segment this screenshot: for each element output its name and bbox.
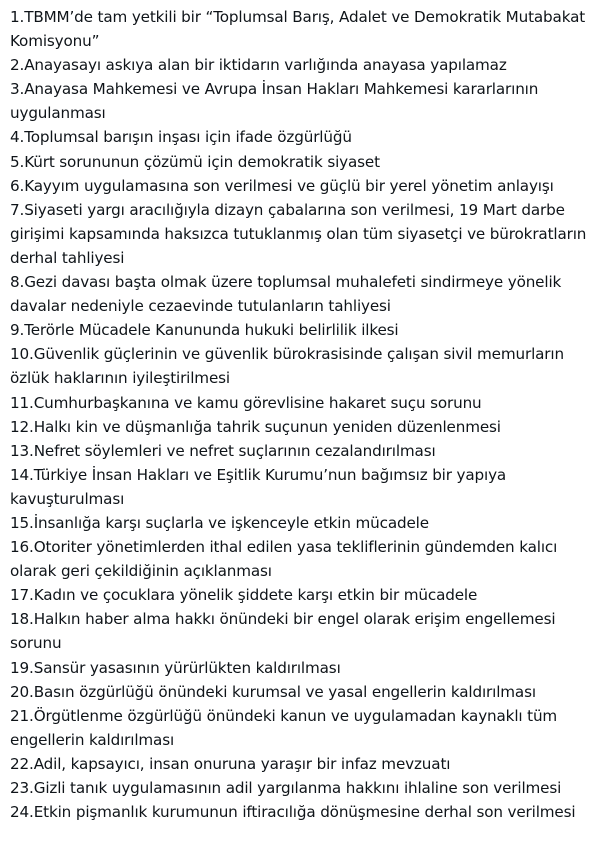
- list-item: 3.Anayasa Mahkemesi ve Avrupa İnsan Hakları Mahkemesi kararlarının uygulanması: [10, 80, 539, 123]
- list-item: 6.Kayyım uygulamasına son verilmesi ve güçlü bir yerel yönetim anlayışı: [10, 176, 554, 195]
- list-item: 15.İnsanlığa karşı suçlarla ve işkenceyle etkin mücadele: [10, 513, 429, 532]
- list-item: 2.Anayasayı askıya alan bir iktidarın varlığında anayasa yapılamaz: [10, 56, 507, 75]
- list-item: 16.Otoriter yönetimlerden ithal edilen yasa tekliflerinin gündemden kalıcı olarak geri çekildiğinin açıklanması: [10, 538, 558, 581]
- numbered-list: [10, 5, 588, 824]
- list-item: 9.Terörle Mücadele Kanununda hukuki belirlilik ilkesi: [10, 321, 399, 340]
- list-item: 22.Adil, kapsayıcı, insan onuruna yaraşır bir infaz mevzuatı: [10, 754, 451, 773]
- list-item: 8.Gezi davası başta olmak üzere toplumsal muhalefeti sindirmeye yönelik davalar nedeniyle cezaevinde tutulanların tahliyesi: [10, 273, 562, 316]
- list-item: 20.Basın özgürlüğü önündeki kurumsal ve yasal engellerin kaldırılması: [10, 682, 536, 701]
- list-item: 1.TBMM’de tam yetkili bir “Toplumsal Barış, Adalet ve Demokratik Mutabakat Komisyonu”: [10, 8, 586, 51]
- list-item: 13.Nefret söylemleri ve nefret suçlarının cezalandırılması: [10, 441, 436, 460]
- list-item: 24.Etkin pişmanlık kurumunun iftiracılığa dönüşmesine derhal son verilmesi: [10, 803, 576, 822]
- list-item: 12.Halkı kin ve düşmanlığa tahrik suçunun yeniden düzenlenmesi: [10, 417, 501, 436]
- list-item: 10.Güvenlik güçlerinin ve güvenlik bürokrasisinde çalışan sivil memurların özlük haklarının iyileştirilmesi: [10, 345, 564, 388]
- list-item: 11.Cumhurbaşkanına ve kamu görevlisine hakaret suçu sorunu: [10, 393, 482, 412]
- list-item: 14.Türkiye İnsan Hakları ve Eşitlik Kurumu’nun bağımsız bir yapıya kavuşturulması: [10, 465, 507, 508]
- list-item: 21.Örgütlenme özgürlüğü önündeki kanun ve uygulamadan kaynaklı tüm engellerin kaldırılması: [10, 706, 558, 749]
- list-item: 7.Siyaseti yargı aracılığıyla dizayn çabalarına son verilmesi, 19 Mart darbe girişimi kapsamında haksızca tutuklanmış olan tüm siyasetçi ve bürokratların derhal tahliyesi: [10, 200, 587, 267]
- list-item: 19.Sansür yasasının yürürlükten kaldırılması: [10, 658, 341, 677]
- list-item: 5.Kürt sorununun çözümü için demokratik siyaset: [10, 152, 380, 171]
- list-item: 17.Kadın ve çocuklara yönelik şiddete karşı etkin bir mücadele: [10, 586, 478, 605]
- list-item: 23.Gizli tanık uygulamasının adil yargılanma hakkını ihlaline son verilmesi: [10, 779, 562, 797]
- list-item: 18.Halkın haber alma hakkı önündeki bir engel olarak erişim engellemesi sorunu: [10, 610, 556, 653]
- list-item: 4.Toplumsal barışın inşası için ifade özgürlüğü: [10, 128, 352, 147]
